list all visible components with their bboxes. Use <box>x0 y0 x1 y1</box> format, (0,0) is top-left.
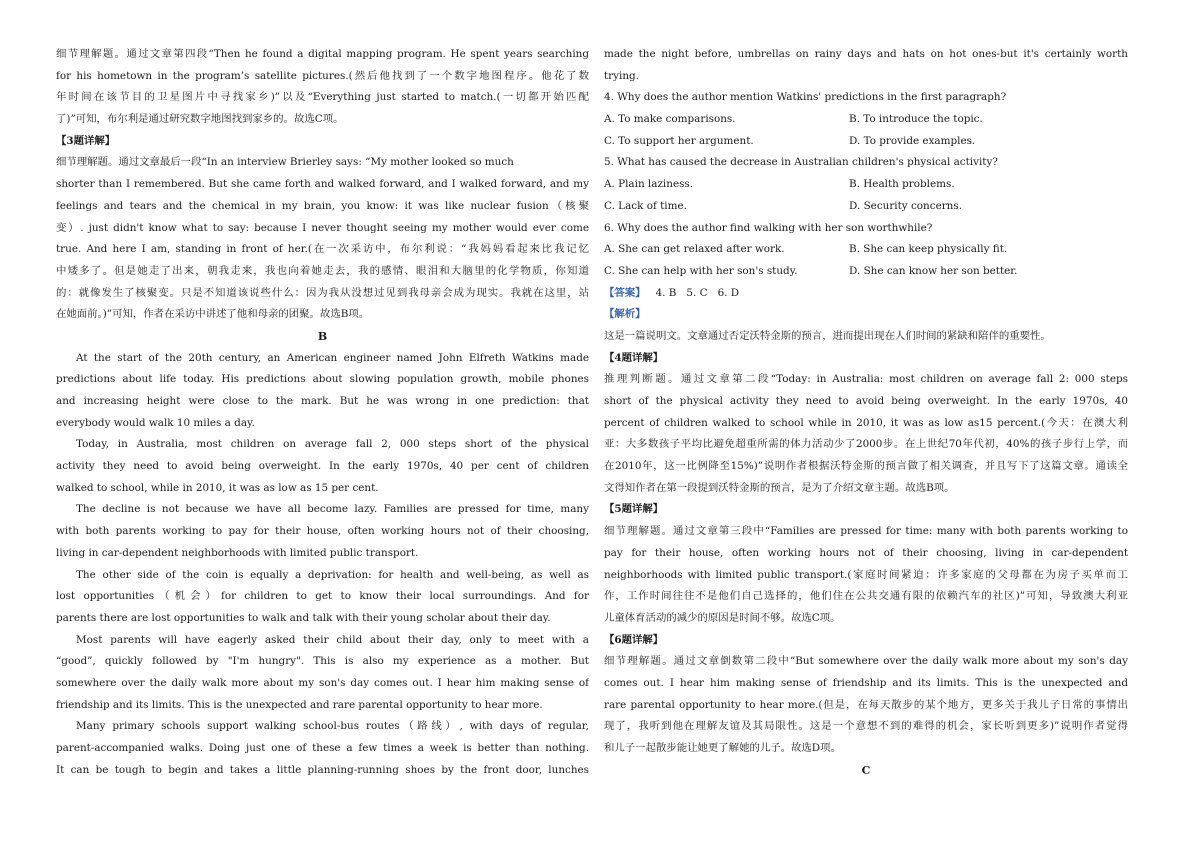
text-line: feelings and tears and the chemical in my brain, you know: it was like nuclear fusion（核聚 <box>56 199 589 212</box>
question-4 <box>604 87 1128 152</box>
passage-line: “good”, quickly followed by "I'm hungry". This is also my experience as a mother. But <box>56 655 589 668</box>
text-line: 中矮多了。但是她走了出来，朝我走来，我也向着她走去，我的感情、眼泪和大脑里的化学物质，你知道 <box>56 264 589 277</box>
text-line: 推理判断题。通过文章第二段“Today: in Australia: most children on average fall 2: 000 steps <box>604 373 1128 386</box>
passage-line: parents there are lost opportunities to walk and talk with their young scholar about their day. <box>56 611 551 624</box>
passage-line: Most parents will have eagerly asked their child about their day, only to meet with a <box>76 633 589 646</box>
text-line: 儿童体育活动的减少的原因是时间不够。故选C项。 <box>604 611 841 624</box>
question-stem: 4. Why does the author mention Watkins' predictions in the first paragraph? <box>604 91 1007 104</box>
passage-line: lost opportunities（机会）for children to get to know their local surroundings. And for <box>56 590 589 603</box>
passage-line: The other side of the coin is equally a deprivation: for health and well-being, as well as <box>76 568 589 581</box>
option-row <box>604 196 1128 218</box>
passage-line: Many primary schools support walking school-bus routes（路线）, with days of regular, <box>76 720 589 733</box>
passage-line: Today, in Australia, most children on average fall 2, 000 steps short of the physical <box>76 438 589 451</box>
passage-line: parent-accompanied walks. Doing just one of these a few times a week is better than nothing. <box>56 742 589 754</box>
text-line: 现了，我听到他在理解友谊及其局限性。这是一个意想不到的难得的机会，家长听到更多)”说明作者觉得 <box>604 720 1128 733</box>
option: D. Security concerns. <box>849 199 963 212</box>
answer-item: 6. D <box>717 286 740 299</box>
option: D. She can know her son better. <box>849 264 1018 277</box>
answer-label: 【答案】 <box>604 286 646 299</box>
q5-detail <box>604 521 1128 629</box>
passage-line: somewhere over the daily walk more about my son's day comes out. I hear him making sense of <box>56 676 589 689</box>
question-6 <box>604 218 1128 283</box>
option-row <box>604 239 1128 261</box>
text-line: 细节理解题。通过文章第三段中“Families are pressed for time: many with both parents working to <box>604 525 1128 538</box>
question-5 <box>604 152 1128 217</box>
option-row <box>604 109 1128 131</box>
q6-heading: 【6题详解】 <box>604 633 664 646</box>
option: B. She can keep physically fit. <box>849 243 1008 256</box>
question-stem: 6. Why does the author find walking with her son worthwhile? <box>604 221 933 234</box>
passage-line: with both parents working to pay for their house, often working hours not of their choosing, <box>56 525 589 538</box>
text-line: pay for their house, often working hours not of their choosing, living in car-dependent <box>604 546 1128 559</box>
section-b-title: B <box>317 329 328 343</box>
text-line: made the night before, umbrellas on rainy days and hats on hot ones-but it's certainly worth <box>604 48 1128 60</box>
text-line: true. And here I am, standing in front of her.(在一次采访中，布尔利说：“我妈妈看起来比我记忆 <box>56 243 589 256</box>
passage-line: friendship and its limits. This is the unexpected and rare parental opportunity to hear more. <box>56 698 543 711</box>
text-line: 了)”可知，布尔利是通过研究数字地图找到家乡的。故选C项。 <box>56 113 344 126</box>
passage-line: and increasing height were close to the mark. But he was wrong in one prediction: that <box>56 395 589 407</box>
passage-line: walked to school, while in 2010, it was as low as 15 per cent. <box>56 481 379 494</box>
passage-line: activity they need to avoid being overweight. In the early 1970s, 40 per cent of children <box>56 460 589 473</box>
text-line: 年时间在该节目的卫星图片中寻找家乡)”以及“Everything just started to match.(一切都开始匹配 <box>56 91 589 104</box>
text-line: 细节理解题。通过文章第四段“Then he found a digital mapping program. He spent years searching <box>56 48 589 60</box>
answer-item: 5. C <box>686 286 708 299</box>
left-column <box>56 44 589 781</box>
text-line: 亚：大多数孩子平均比避免超重所需的体力活动少了2000步。在上世纪70年代初，40%的孩子步行上学，而 <box>604 438 1128 451</box>
option: A. Plain laziness. <box>604 178 694 191</box>
option: D. To provide examples. <box>849 134 976 147</box>
option: A. She can get relaxed after work. <box>604 243 785 256</box>
option: C. To support her argument. <box>604 134 754 147</box>
passage-line: everybody would walk 10 miles a day. <box>56 416 255 429</box>
text-line: 细节理解题。通过文章倒数第二段中“But somewhere over the daily walk more about my son's day <box>604 655 1128 668</box>
text-line: shorter than I remembered. But she came forth and walked forward, and I walked forward, and my <box>56 178 589 191</box>
q3-heading: 【3题详解】 <box>56 134 116 147</box>
option: A. To make comparisons. <box>604 113 736 126</box>
q4-heading: 【4题详解】 <box>604 351 664 364</box>
text-line: 文得知作者在第一段提到沃特金斯的预言，是为了介绍文章主题。故选B项。 <box>604 481 955 494</box>
passage-line: The decline is not because we have all become lazy. Families are pressed for time, many <box>76 503 589 516</box>
analysis-label: 【解析】 <box>604 308 646 321</box>
option: B. To introduce the topic. <box>849 113 983 126</box>
answer-item: 4. B <box>655 286 677 299</box>
text-line: neighborhoods with limited public transport.(家庭时间紧迫：许多家庭的父母都在为房子买单而工 <box>604 568 1128 581</box>
text-line: short of the physical activity they need to avoid being overweight. In the early 1970s, 40 <box>604 395 1128 407</box>
section-c-title: C <box>861 763 871 777</box>
option: C. She can help with her son's study. <box>604 264 798 277</box>
text-line: 和儿子一起散步能让她更了解她的儿子。故选D项。 <box>604 742 841 754</box>
text-line: 在她面前。)”可知，作者在采访中讲述了他和母亲的团聚。故选B项。 <box>56 308 370 321</box>
option-row <box>604 131 1128 153</box>
text-line: rare parental opportunity to hear more.(但是，在每天散步的某个地方，更多关于我儿子日常的事情出 <box>604 698 1128 711</box>
passage-line: living in car-dependent neighborhoods with limited public transport. <box>56 546 419 559</box>
text-line: 细节理解题。通过文章最后一段“In an interview Brierley says: “My mother looked so much <box>56 156 514 169</box>
text-line: 作，工作时间往往不是他们自己选择的，他们住在公共交通有限的依赖汽车的社区)”可知，导致澳大利亚 <box>604 590 1128 603</box>
question-stem: 5. What has caused the decrease in Australian children's physical activity? <box>604 156 998 169</box>
text-line: 在2010年，这一比例降至15%)”说明作者根据沃特金斯的预言做了相关调查，并且写下了这篇文章。通读全 <box>604 460 1128 473</box>
analysis-text: 这是一篇说明文。文章通过否定沃特金斯的预言，进而提出现在人们时间的紧缺和陪伴的重要性。 <box>604 329 1051 342</box>
text-line: percent of children walked to school while in 2010, it was as low as15 percent.(今天：在澳大利 <box>604 416 1128 429</box>
passage-line: At the start of the 20th century, an American engineer named John Elfreth Watkins made <box>76 351 589 364</box>
option: B. Health problems. <box>849 178 955 191</box>
passage-b <box>56 348 589 782</box>
q6-detail <box>604 651 1128 759</box>
text-line: trying. <box>604 69 639 82</box>
text-line: for his hometown in the program’s satellite pictures.(然后他找到了一个数字地图程序。他花了数 <box>56 69 589 82</box>
text-line: 变）. just didn't know what to say: because I never thought seeing my mother would ever come <box>56 221 589 234</box>
text-line: 的：就像发生了核聚变。只是不知道该说些什么：因为我从没想过见到我母亲会成为现实。我就在这里，站 <box>56 286 589 299</box>
answer-line <box>604 283 1128 305</box>
right-column <box>604 44 1128 781</box>
option: C. Lack of time. <box>604 199 687 212</box>
q4-detail <box>604 369 1128 499</box>
q3-detail <box>56 152 589 326</box>
q5-heading: 【5题详解】 <box>604 503 664 516</box>
passage-line: It can be tough to begin and takes a little planning-running shoes by the front door, lunches <box>56 763 589 776</box>
passage-line: predictions about life today. His predictions about slowing population growth, mobile phones <box>56 373 589 386</box>
q2-detail <box>56 44 589 131</box>
option-row <box>604 174 1128 196</box>
option-row <box>604 261 1128 283</box>
text-line: comes out. I hear him making sense of friendship and its limits. This is the unexpected and <box>604 676 1128 689</box>
